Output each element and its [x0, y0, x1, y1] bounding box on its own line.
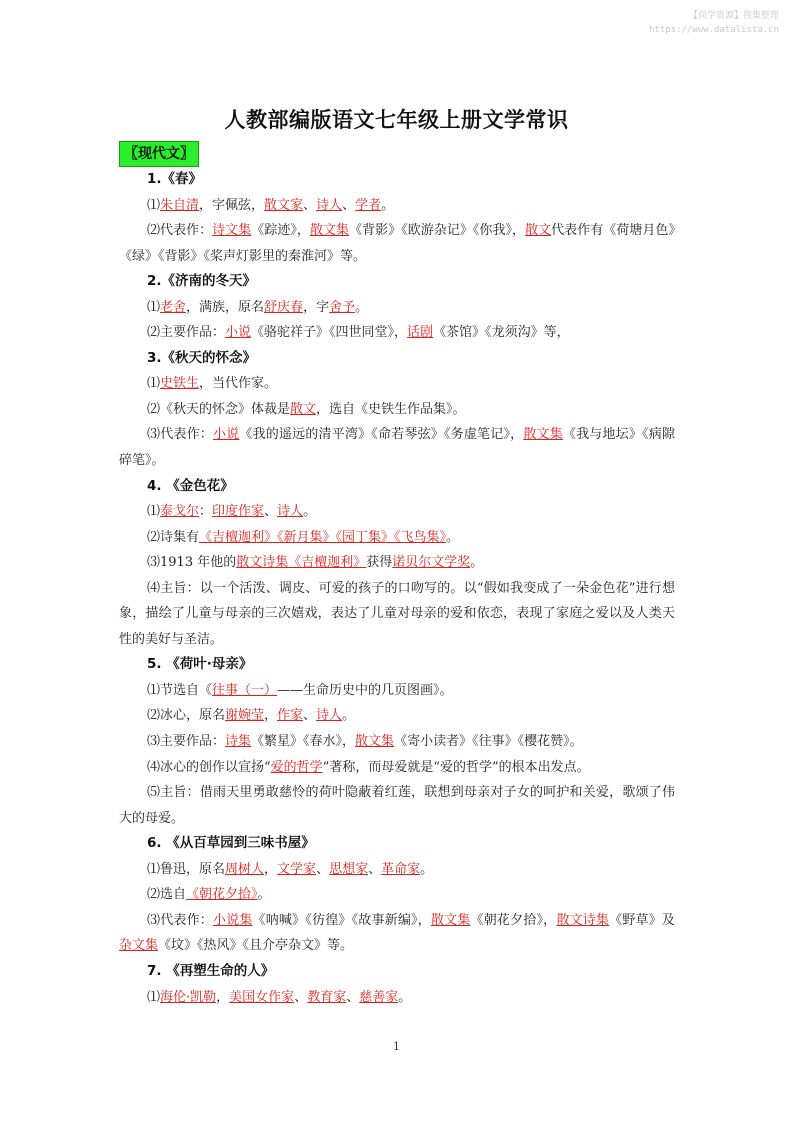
paragraph-text: ⑶代表作： — [147, 912, 213, 928]
highlighted-term: 诺贝尔文学奖 — [392, 555, 471, 571]
highlighted-term: 爱的哲学 — [270, 759, 323, 775]
paragraph-text: 。 — [420, 861, 434, 877]
highlighted-term: 教育家 — [307, 989, 347, 1005]
highlighted-term: 朱自清 — [160, 197, 200, 213]
watermark-url: https://www.datalista.cn — [648, 25, 779, 35]
item-paragraph — [119, 525, 675, 551]
highlighted-term: 散文集 — [355, 734, 395, 750]
item-paragraph — [119, 678, 675, 704]
highlighted-term: 泰戈尔 — [160, 504, 200, 520]
paragraph-text: ⑵冰心，原名 — [147, 708, 226, 724]
section-label: 〖现代文〗 — [119, 141, 199, 167]
item-heading: 5. 《荷叶·母亲》 — [147, 656, 253, 673]
paragraph-text: 。 — [381, 197, 395, 213]
paragraph-text: ， — [264, 861, 278, 877]
highlighted-term: 史铁生 — [160, 376, 200, 392]
item-paragraph — [119, 703, 675, 729]
item-paragraph — [119, 857, 675, 883]
paragraph-text: 、 — [303, 708, 317, 724]
paragraph-text: ， — [216, 989, 230, 1005]
highlighted-term: 散文诗集 — [556, 912, 610, 928]
paragraph-text: 《呐喊》《彷徨》《故事新编》， — [252, 912, 431, 928]
paragraph-text: 《背影》《欧游杂记》《你我》， — [349, 223, 526, 239]
paragraph-text: ⑵代表作： — [147, 223, 213, 239]
item-heading: 3.《秋天的怀念》 — [147, 349, 257, 366]
page-title: 人教部编版语文七年级上册文学常识 — [224, 108, 569, 132]
paragraph-text: ⑶主要作品： — [147, 734, 226, 750]
highlighted-term: 印度作家 — [212, 504, 265, 520]
paragraph-text: ，满族，原名 — [186, 299, 265, 315]
item-paragraph — [119, 729, 675, 755]
highlighted-term: 美国女作家 — [229, 989, 295, 1005]
highlighted-term: 散文诗集《吉檀迦利》 — [236, 555, 367, 571]
watermark-line: 【尚学资源】搜集整理 — [688, 11, 779, 21]
paragraph-text: ⑴ — [147, 989, 161, 1005]
highlighted-term: 杂文集 — [119, 938, 159, 954]
item-paragraph — [119, 422, 675, 473]
item-paragraph — [119, 550, 675, 576]
paragraph-text: ，字佩弦， — [199, 197, 265, 213]
paragraph-text: ⑵《秋天的怀念》体裁是 — [147, 401, 291, 417]
highlighted-term: 《朝花夕拾》 — [186, 887, 258, 903]
paragraph-text: 、 — [346, 989, 360, 1005]
paragraph-text: 《繁星》《春水》， — [251, 734, 356, 750]
highlighted-term: 舍予 — [329, 299, 356, 315]
item-heading: 1.《春》 — [147, 171, 203, 187]
paragraph-text: 《我与地坛》《病隙碎笔》。 — [119, 427, 675, 469]
paragraph-text: ， — [264, 708, 278, 724]
highlighted-term: 诗人 — [316, 197, 343, 213]
highlighted-term: 小说 — [212, 427, 240, 443]
item-paragraph — [119, 320, 675, 346]
paragraph-text: 、 — [294, 989, 308, 1005]
item-paragraph — [119, 882, 675, 908]
item-paragraph — [119, 985, 675, 1011]
paragraph-text: ⑷主旨：以一个活泼、调皮、可爱的孩子的口吻写的。以“假如我变成了一朵金色花”进行想象，描绘了儿童与母亲的三次嬉戏，表达了儿童对母亲的爱和依恋，表现了家庭之爱以及人类天性的美好与圣洁。 — [119, 580, 675, 647]
item-heading: 7. 《再塑生命的人》 — [147, 962, 275, 979]
paragraph-text: ⑸主旨：借雨天里勇敢慈怜的荷叶隐蔽着红莲，联想到母亲对子女的呵护和关爱，歌颂了伟大的母爱。 — [119, 785, 675, 826]
highlighted-term: 舒庆春 — [264, 299, 304, 315]
paragraph-text: 、 — [264, 504, 278, 520]
highlighted-term: 作家 — [277, 708, 304, 724]
paragraph-text: 《茶馆》《龙须沟》等， — [433, 325, 570, 341]
highlighted-term: 周树人 — [225, 861, 265, 877]
highlighted-term: 散文集 — [523, 427, 563, 443]
paragraph-text: ⑶代表作： — [147, 427, 213, 443]
paragraph-text: 。 — [398, 989, 412, 1005]
paragraph-text: 。 — [470, 555, 484, 571]
page-number: 1 — [393, 1040, 400, 1053]
highlighted-term: 思想家 — [329, 861, 369, 877]
highlighted-term: 诗文集 — [212, 223, 252, 239]
paragraph-text: ，选自《史铁生作品集》。 — [316, 401, 466, 417]
paragraph-text: 。 — [303, 504, 317, 520]
highlighted-term: 诗人 — [316, 708, 343, 724]
highlighted-term: 海伦·凯勒 — [160, 989, 217, 1005]
paragraph-text: 代表作有《荷塘月色》《绿》《背影》《桨声灯影里的秦淮河》等。 — [119, 223, 675, 264]
paragraph-text: ⑴ — [147, 299, 161, 315]
item-paragraph — [119, 908, 675, 959]
document-body — [119, 167, 675, 1010]
paragraph-text: 、 — [303, 197, 317, 213]
paragraph-text: 《朝花夕拾》， — [470, 912, 557, 928]
highlighted-term: 散文集 — [309, 223, 350, 239]
paragraph-text: 《寄小读者》《往事》《樱花赞》。 — [394, 734, 583, 750]
item-paragraph — [119, 755, 675, 781]
highlighted-term: 诗集 — [225, 734, 252, 750]
item-heading: 2.《济南的冬天》 — [147, 273, 257, 290]
highlighted-term: 谢婉莹 — [225, 708, 265, 724]
highlighted-term: 话剧 — [407, 325, 434, 341]
paragraph-text: ⑴ — [147, 376, 161, 392]
highlighted-term: 小说集 — [212, 912, 253, 928]
item-heading: 6. 《从百草园到三味书屋》 — [147, 835, 315, 852]
highlighted-term: 散文 — [525, 223, 552, 239]
paragraph-text: 《坟》《热风》《且介亭杂文》等。 — [158, 938, 354, 954]
watermark — [649, 9, 779, 37]
item-paragraph — [119, 371, 675, 397]
item-paragraph — [119, 397, 675, 423]
paragraph-text: ⑵选自 — [147, 887, 187, 903]
item-paragraph — [119, 193, 675, 219]
paragraph-text: ”著称，而母爱就是“爱的哲学”的根本出发点。 — [322, 759, 590, 775]
item-paragraph — [119, 218, 675, 269]
paragraph-text: ⑴ — [147, 504, 161, 520]
item-paragraph — [119, 499, 675, 525]
paragraph-text: 、 — [316, 861, 330, 877]
paragraph-text: 。 — [355, 299, 369, 315]
highlighted-term: 老舍 — [160, 299, 187, 315]
highlighted-term: 散文家 — [264, 197, 304, 213]
item-heading: 4. 《金色花》 — [147, 477, 234, 494]
highlighted-term: 散文 — [290, 401, 317, 417]
paragraph-text: 获得 — [366, 555, 393, 571]
paragraph-text: ⑴鲁迅，原名 — [147, 861, 226, 877]
paragraph-text: ——生命历史中的几页图画》。 — [277, 682, 453, 698]
paragraph-text: 《我的遥远的清平湾》《命若琴弦》《务虚笔记》， — [239, 427, 524, 443]
paragraph-text: ⑵主要作品： — [147, 325, 226, 341]
highlighted-term: 散文集 — [430, 912, 471, 928]
highlighted-term: 文学家 — [277, 861, 317, 877]
paragraph-text: 、 — [342, 197, 356, 213]
paragraph-text: 。 — [257, 887, 271, 903]
highlighted-term: 慈善家 — [359, 989, 399, 1005]
paragraph-text: ⑶1913 年他的 — [147, 555, 237, 571]
highlighted-term: 革命家 — [381, 861, 421, 877]
paragraph-text: ： — [199, 504, 213, 520]
highlighted-term: 学者 — [355, 197, 382, 213]
highlighted-term: 《吉檀迦利》《新月集》《园丁集》《飞鸟集》 — [199, 529, 447, 545]
paragraph-text: ⑷冰心的创作以宣扬“ — [147, 759, 271, 775]
paragraph-text: 、 — [368, 861, 382, 877]
paragraph-text: ⑴ — [147, 197, 161, 213]
paragraph-text: 。 — [446, 529, 460, 545]
item-paragraph — [119, 780, 675, 831]
highlighted-term: 诗人 — [277, 504, 304, 520]
paragraph-text: 《骆驼祥子》《四世同堂》， — [251, 325, 408, 341]
paragraph-text: 《踪迹》， — [251, 223, 310, 239]
paragraph-text: ⑵诗集有 — [147, 529, 200, 545]
paragraph-text: ⑴节选自《 — [147, 682, 213, 698]
paragraph-text: 《野草》及 — [609, 912, 675, 928]
paragraph-text: ，当代作家。 — [199, 376, 278, 392]
paragraph-text: 。 — [342, 708, 356, 724]
highlighted-term: 小说 — [225, 325, 252, 341]
item-paragraph — [119, 295, 675, 321]
highlighted-term: 往事（一） — [212, 682, 278, 698]
item-paragraph — [119, 576, 675, 653]
paragraph-text: ，字 — [303, 299, 330, 315]
